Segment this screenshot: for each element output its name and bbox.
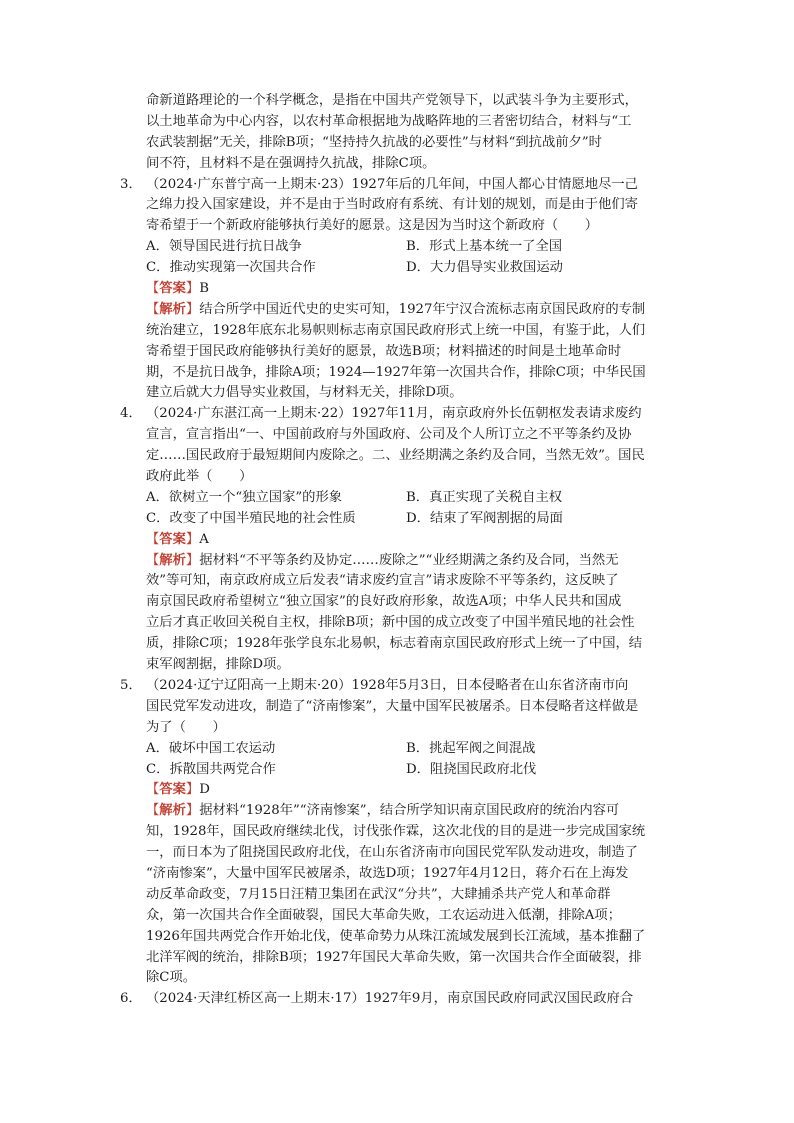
question-number: 4． [120,406,142,422]
option-c: C．推动实现第一次国共合作 [146,260,316,276]
page-content [120,91,675,1010]
question-4-analysis-line: 立后才真正收回关税自主权，排除B项；新中国的成立改变了中国半殖民地的社会性 [146,615,635,631]
text-line: 间不符，且材料不是在强调持久抗战，排除C项。 [146,155,436,171]
text-line: 农武装割据”无关，排除B项；“坚持持久抗战的必要性”与材料“到抗战前夕”时 [146,134,602,150]
option-c: C．改变了中国半殖民地的社会性质 [146,510,356,526]
text-line: 命新道路理论的一个科学概念，是指在中国共产党领导下，以武装斗争为主要形式， [146,93,638,108]
question-4-analysis-line: 【解析】据材料“不平等条约及协定……废除之”“业经期满之条约及合同，当然无 [146,552,619,568]
question-5-options-row [120,760,675,781]
question-4-stem-line: 政府此举（ ） [146,469,253,485]
question-3-options-row [120,237,675,258]
question-5-options-row [120,739,675,760]
question-3-analysis-line: 期，不是抗日战争，排除A项；1924—1927年第一次国共合作，排除C项；中华民国 [146,364,646,380]
option-a: A．破坏中国工农运动 [146,740,276,756]
question-4-answer: 【答案】A [146,531,209,547]
question-3-options-row [120,258,675,279]
question-number: 6． [120,991,142,1007]
question-5-stem-line: 国民党军发动进攻，制造了“济南惨案”，大量中国军民被屠杀。日本侵略者这样做是 [146,698,639,714]
question-3-stem-line: 3． （2024·广东普宁高一上期末·23）1927年后的几年间，中国人都心甘情愿地尽一己 [120,175,675,196]
question-5-analysis-line: 知，1928年，国民政府继续北伐，讨伐张作霖，这次北伐的目的是进一步完成国家统 [146,824,646,840]
answer-tag: 答案 [159,782,186,798]
analysis-tag: 解析 [159,552,186,568]
question-5-stem-line: 为了（ ） [146,719,226,735]
question-5-analysis-line: 动反革命政变，7月15日汪精卫集团在武汉“分共”，大肆捕杀共产党人和革命群 [146,886,611,902]
question-4-stem-line: 定……国民政府于最短期间内废除之。二、业经期满之条约及合同，当然无效”。国民 [146,448,645,464]
option-d: D．阻挠国民政府北伐 [406,761,537,777]
question-5-answer: 【答案】D [146,782,210,798]
answer-tag: 答案 [159,281,186,297]
question-6-stem-line: 6． （2024·天津红桥区高一上期末·17）1927年9月，南京国民政府同武汉国民政府合 [120,989,675,1010]
option-b: B．形式上基本统一了全国 [406,239,563,255]
question-5-analysis-line: “济南惨案”，大量中国军民被屠杀，故选D项；1927年4月12日，蒋介石在上海发 [146,865,629,881]
question-5-analysis-line: 【解析】据材料“1928年”“济南惨案”，结合所学知识南京国民政府的统治内容可 [146,803,620,819]
question-4-analysis-line: 束军阀割据，排除D项。 [146,657,290,673]
option-d: D．结束了军阀割据的局面 [406,510,563,526]
question-number: 5． [120,677,142,693]
question-3-stem-line: 寄希望于一个新政府能够执行美好的愿景。这是因为当时这个新政府（ ） [146,218,599,234]
question-3-answer: 【答案】B [146,281,209,297]
question-5-stem-line: 5． （2024·辽宁辽阳高一上期末·20）1928年5月3日，日本侵略者在山东省济南市向 [120,676,675,697]
answer-tag: 答案 [159,531,186,547]
question-5-analysis-line: 一，而日本为了阻挠国民政府北伐，在山东省济南市向国民党军队发动进攻，制造了 [146,845,638,861]
question-4-options-row [120,509,675,530]
question-4-analysis-line: 南京国民政府希望树立“独立国家”的良好政府形象，故选A项；中华人民共和国成 [146,594,622,610]
question-5-analysis-line: 1926年国共两党合作开始北伐，使革命势力从珠江流域发展到长江流域，基本推翻了 [146,928,646,944]
question-3-analysis-line: 统治建立，1928年底东北易帜则标志南京国民政府形式上统一中国，有鉴于此，人们 [146,322,646,338]
question-3-analysis-line: 【解析】结合所学中国近代史的史实可知，1927年宁汉合流标志南京国民政府的专制 [146,301,646,317]
option-d: D．大力倡导实业救国运动 [406,260,563,276]
question-3-analysis-line: 寄希望于国民政府能够执行美好的愿景，故选B项；材料描述的时间是土地革命时 [146,343,622,359]
option-a: A．领导国民进行抗日战争 [146,239,302,255]
question-3-analysis-line: 建立后就大力倡导实业救国，与材料无关，排除D项。 [146,385,463,401]
question-4-stem-line: 宣言，宣言指出“一、中国前政府与外国政府、公司及个人所订立之不平等条约及协 [146,427,632,443]
option-b: B．挑起军阀之间混战 [406,740,536,756]
question-5-analysis-line: 北洋军阀的统治，排除B项；1927年国民大革命失败，第一次国共合作全面破裂，排 [146,949,642,965]
option-b: B．真正实现了关税自主权 [406,489,563,505]
question-number: 3． [120,176,142,192]
question-4-options-row [120,488,675,509]
question-4-analysis-line: 质，排除C项；1928年张学良东北易帜，标志着南京国民政府形式上统一了中国，结 [146,636,643,652]
question-4-stem-line: 4． （2024·广东湛江高一上期末·22）1927年11月，南京政府外长伍朝枢发表请求废约 [120,404,675,425]
option-c: C．拆散国共两党合作 [146,761,276,777]
question-3-stem-line: 之绵力投入国家建设，并不是由于当时政府有系统、有计划的规划，而是由于他们寄 [146,197,638,213]
analysis-tag: 解析 [159,803,186,819]
text-line: 以土地革命为中心内容，以农村革命根据地为战略阵地的三者密切结合，材料与“工 [146,113,632,129]
question-5-analysis-line: 除C项。 [146,970,197,986]
option-a: A．欲树立一个“独立国家”的形象 [146,489,343,505]
analysis-tag: 解析 [159,301,186,317]
question-5-analysis-line: 众，第一次国共合作全面破裂，国民大革命失败，工农运动进入低潮，排除A项； [146,907,621,923]
question-4-analysis-line: 效”等可知，南京政府成立后发表“请求废约宣言”请求废除不平等条约，这反映了 [146,573,619,589]
